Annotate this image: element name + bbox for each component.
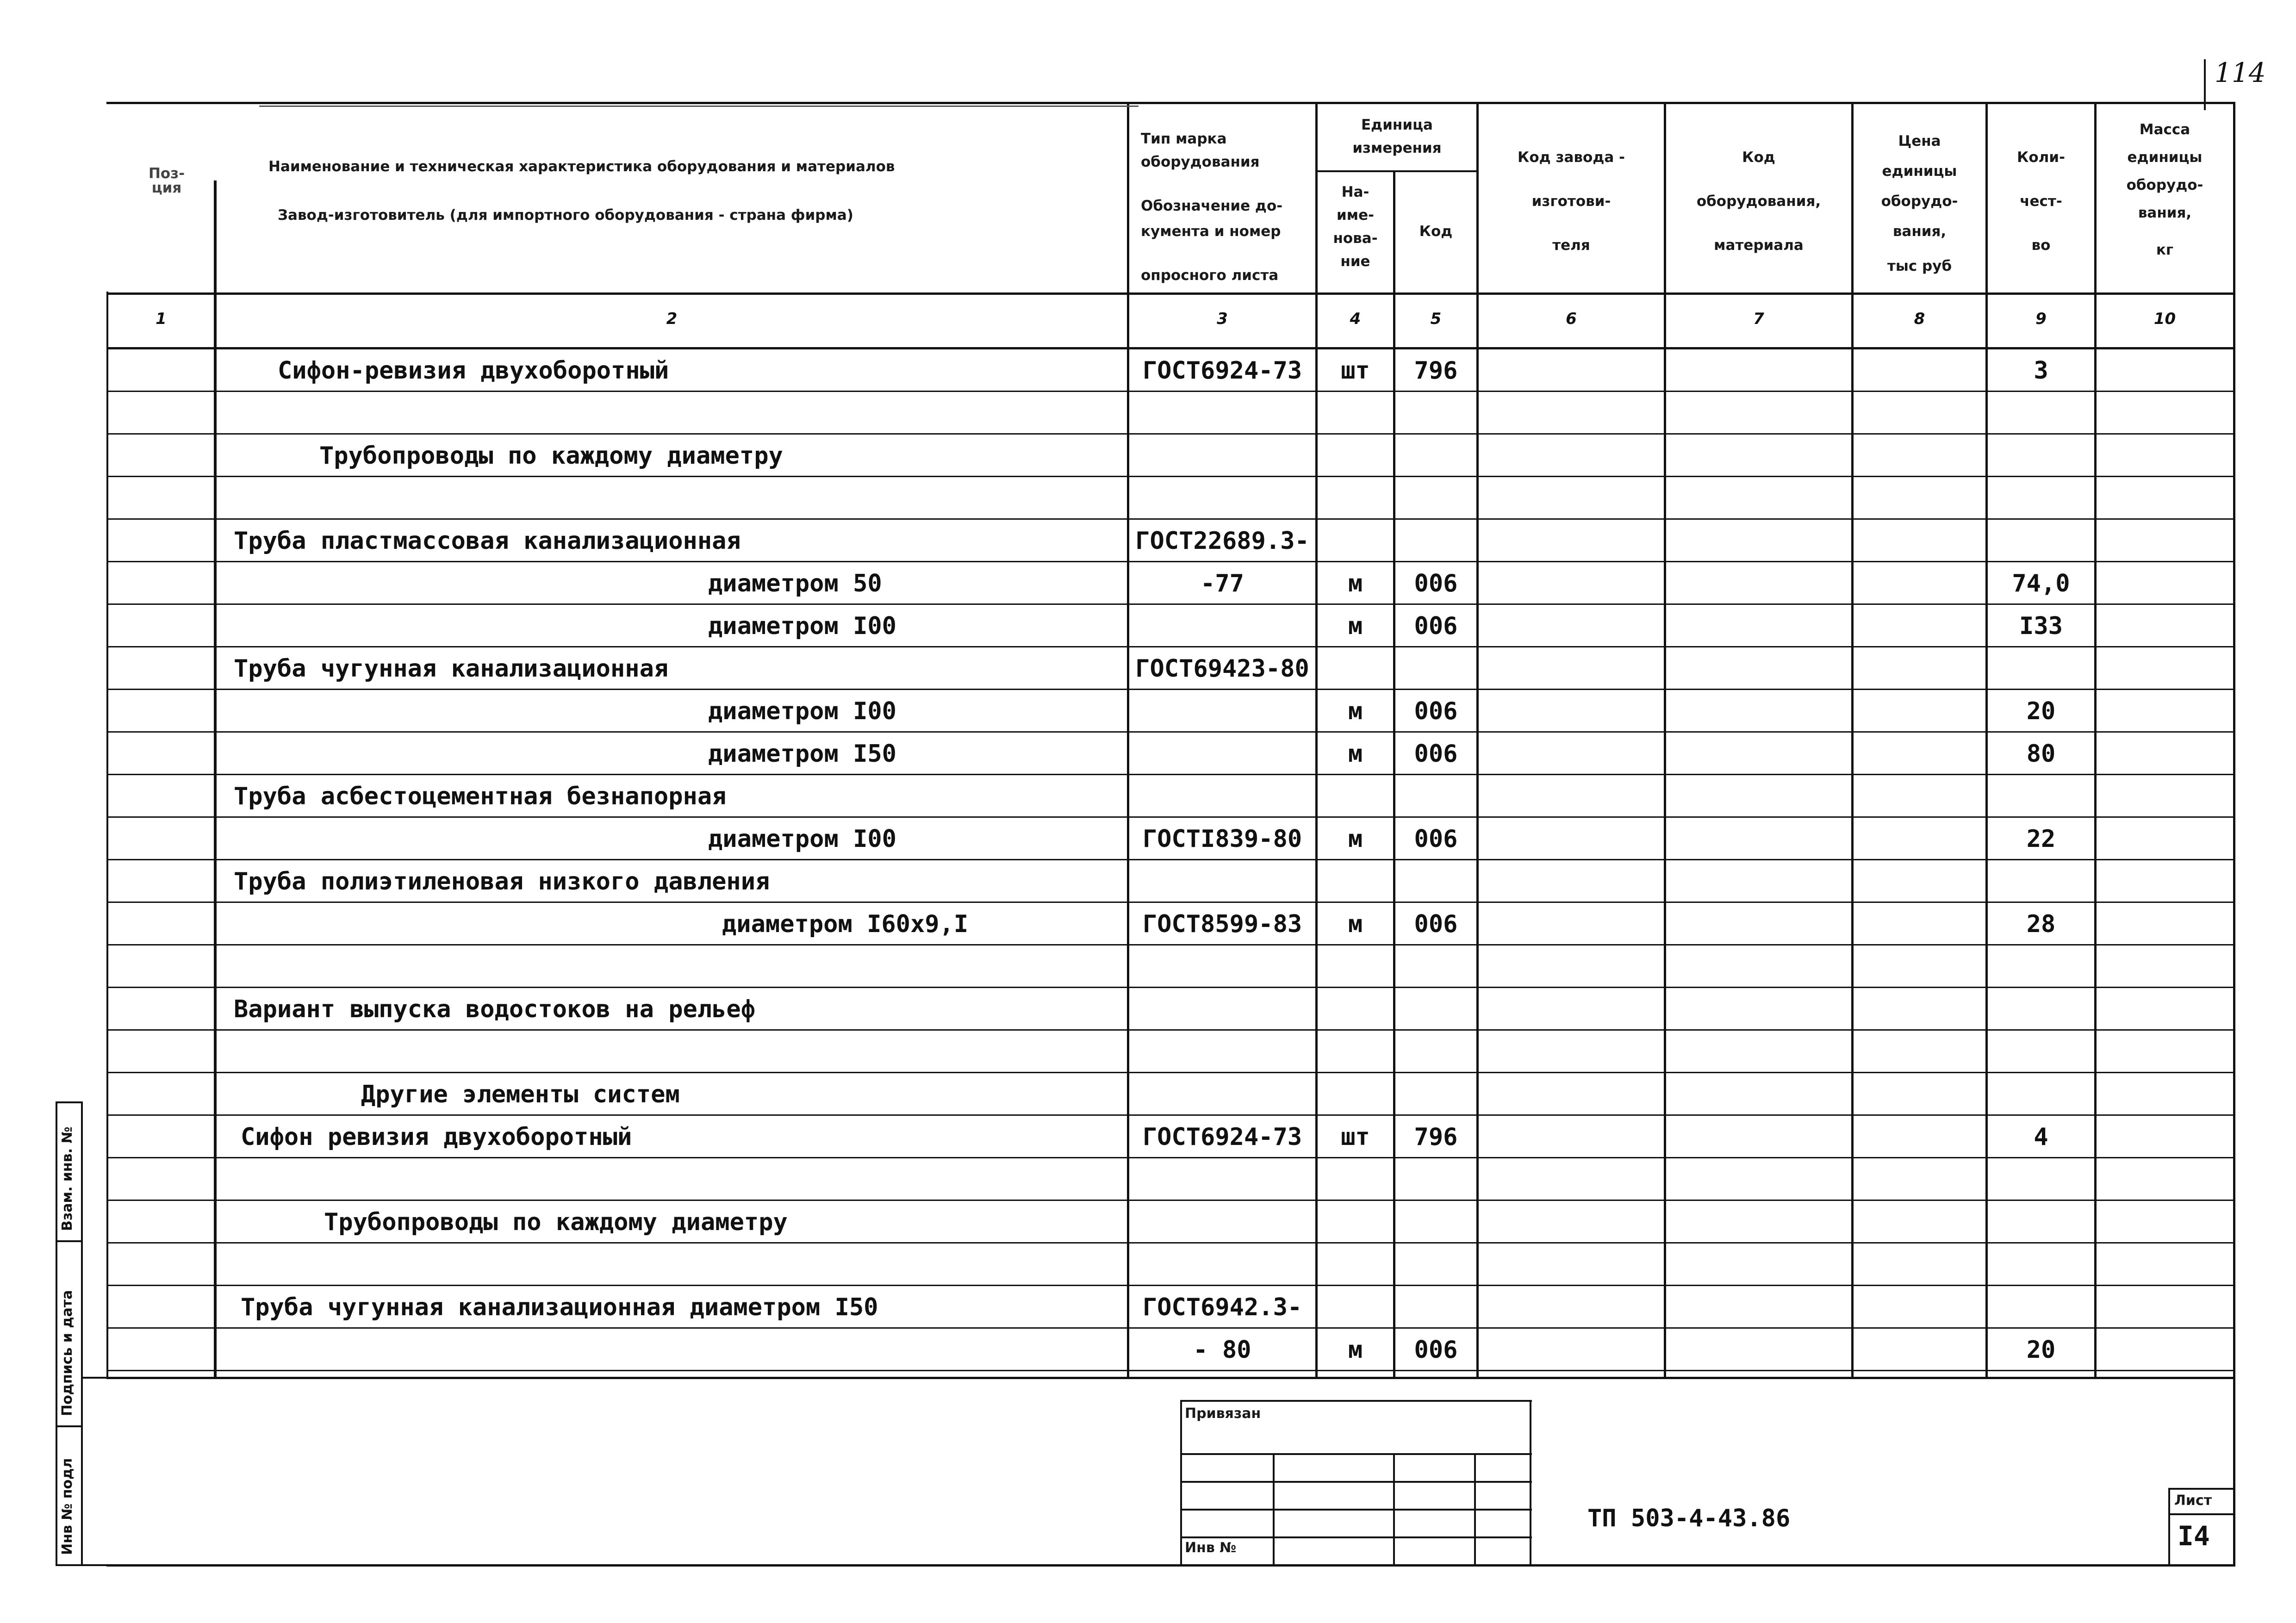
row-qty: 20: [2026, 697, 2056, 725]
row-code: 796: [1414, 357, 1458, 385]
row-name: Труба асбестоцементная безнапорная: [234, 783, 727, 810]
stamp-privyazan: Привязан: [1185, 1405, 1261, 1422]
row-qty: 80: [2026, 740, 2056, 768]
row-separator: [106, 1200, 2235, 1201]
header-col1: Поз- ция: [148, 165, 185, 196]
row-qty: 74,0: [2012, 570, 2070, 597]
row-code: 006: [1414, 697, 1458, 725]
row-qty: 20: [2026, 1336, 2056, 1364]
row-separator: [106, 646, 2235, 647]
row-qty: 22: [2026, 825, 2056, 853]
row-separator: [106, 774, 2235, 775]
row-name: Другие элементы систем: [361, 1081, 680, 1108]
row-unit: шт: [1341, 357, 1370, 385]
row-separator: [106, 433, 2235, 435]
row-unit: м: [1348, 825, 1363, 853]
sheet-number: I4: [2178, 1520, 2210, 1552]
row-name: диаметром I00: [708, 697, 896, 725]
row-separator: [106, 391, 2235, 392]
row-separator: [106, 1114, 2235, 1116]
row-unit: шт: [1341, 1123, 1370, 1151]
corner-bracket: [2204, 59, 2206, 110]
row-name: диаметром I00: [708, 825, 896, 853]
row-name: Труба чугунная канализационная диаметром I50: [241, 1293, 878, 1321]
document-code: ТП 503-4-43.86: [1587, 1505, 1791, 1532]
row-unit: м: [1348, 910, 1363, 938]
row-separator: [106, 1072, 2235, 1073]
row-unit: м: [1348, 697, 1363, 725]
row-name: Труба пластмассовая канализационная: [234, 527, 741, 555]
row-name: Вариант выпуска водостоков на рельеф: [234, 995, 756, 1023]
row-separator: [106, 476, 2235, 477]
row-doc: - 80: [1193, 1336, 1251, 1364]
side-vzam-inv: Взам. инв. №: [59, 1126, 75, 1231]
row-doc: ГОСТI839-80: [1142, 825, 1302, 853]
row-qty: 3: [2034, 357, 2048, 385]
row-code: 006: [1414, 570, 1458, 597]
row-separator: [106, 816, 2235, 818]
row-doc: -77: [1201, 570, 1244, 597]
row-separator: [106, 1327, 2235, 1329]
row-separator: [106, 1029, 2235, 1031]
stamp-inv-no: Инв №: [1185, 1540, 1237, 1556]
row-qty: 4: [2034, 1123, 2048, 1151]
row-name: Трубопроводы по каждому диаметру: [324, 1208, 788, 1236]
row-doc: ГОСТ6942.3-: [1142, 1293, 1302, 1321]
side-podpis-data: Подпись и дата: [59, 1290, 75, 1416]
row-name: Труба полиэтиленовая низкого давления: [234, 868, 770, 895]
row-code: 796: [1414, 1123, 1458, 1151]
row-separator: [106, 689, 2235, 690]
row-name: диаметром I50: [708, 740, 896, 768]
row-unit: м: [1348, 740, 1363, 768]
row-name: Труба чугунная канализационная: [234, 655, 669, 683]
row-name: Сифон-ревизия двухоборотный: [278, 357, 669, 385]
row-separator: [106, 1242, 2235, 1244]
header-col5: Код: [1419, 223, 1453, 240]
row-separator: [106, 859, 2235, 860]
row-separator: [106, 944, 2235, 945]
side-inv-podl: Инв № подл: [59, 1458, 75, 1555]
row-name: диаметром 50: [708, 570, 882, 597]
row-doc: ГОСТ22689.3-: [1135, 527, 1309, 555]
row-qty: 28: [2026, 910, 2056, 938]
row-separator: [106, 1285, 2235, 1286]
row-doc: ГОСТ8599-83: [1142, 910, 1302, 938]
row-separator: [106, 518, 2235, 520]
row-unit: м: [1348, 570, 1363, 597]
row-name: Сифон ревизия двухоборотный: [241, 1123, 632, 1151]
row-separator: [106, 603, 2235, 605]
row-separator: [106, 902, 2235, 903]
row-qty: I33: [2019, 612, 2063, 640]
sheet-corner-number: 114: [2215, 57, 2266, 88]
row-doc: ГОСТ6924-73: [1142, 1123, 1302, 1151]
row-name: диаметром I00: [708, 612, 896, 640]
row-separator: [106, 561, 2235, 562]
row-separator: [106, 1370, 2235, 1371]
row-separator: [106, 731, 2235, 733]
row-unit: м: [1348, 1336, 1363, 1364]
header-col2-line1: Наименование и техническая характеристика оборудования и материалов: [268, 158, 895, 175]
row-unit: м: [1348, 612, 1363, 640]
row-name: диаметром I60x9,I: [722, 910, 969, 938]
row-code: 006: [1414, 825, 1458, 853]
header-col2-line2: Завод-изготовитель (для импортного оборудования - страна фирма): [278, 207, 853, 224]
row-name: Трубопроводы по каждому диаметру: [319, 442, 783, 470]
row-separator: [106, 987, 2235, 988]
row-doc: ГОСТ69423-80: [1135, 655, 1309, 683]
row-code: 006: [1414, 740, 1458, 768]
row-doc: ГОСТ6924-73: [1142, 357, 1302, 385]
row-code: 006: [1414, 1336, 1458, 1364]
scan-artifact-line: [259, 106, 1139, 107]
row-code: 006: [1414, 910, 1458, 938]
row-code: 006: [1414, 612, 1458, 640]
row-separator: [106, 1157, 2235, 1158]
sheet-label: Лист: [2174, 1492, 2212, 1509]
